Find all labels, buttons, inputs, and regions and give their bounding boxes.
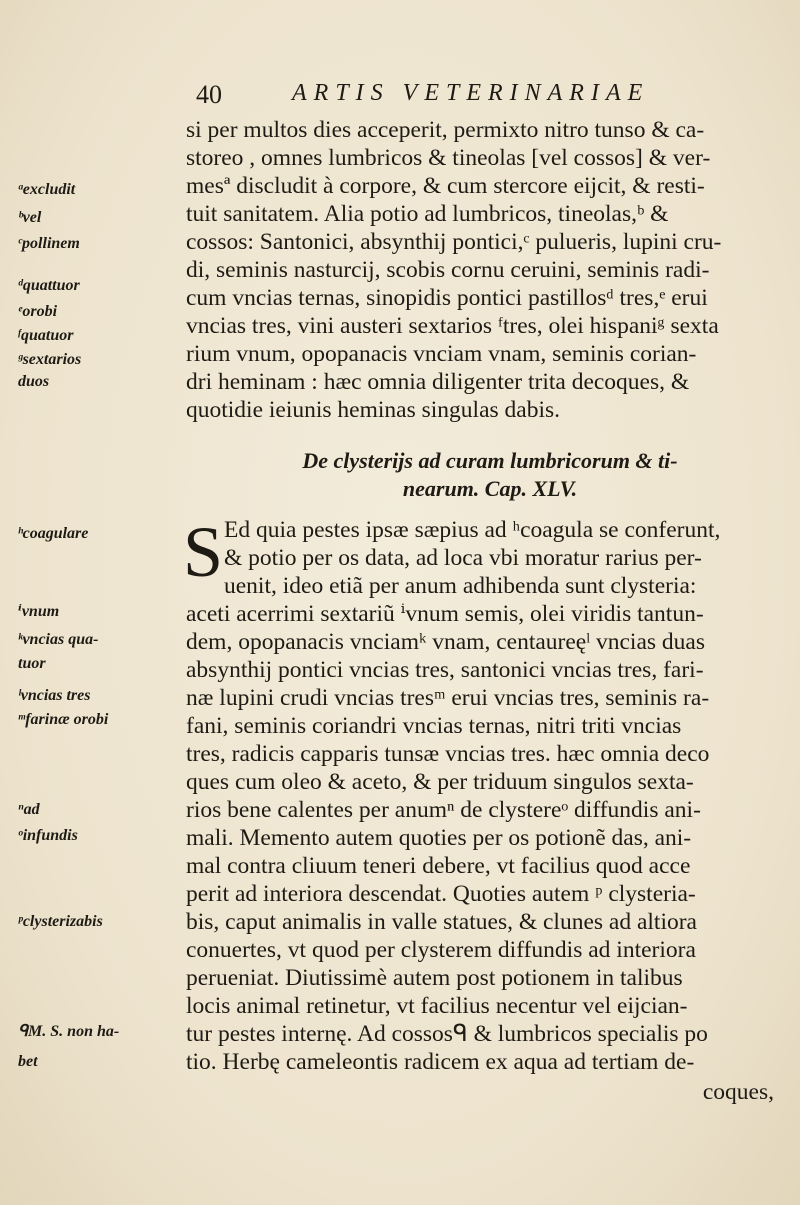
margin-note: bet bbox=[18, 1053, 38, 1070]
chapter-line: Ed quia pestes ipsæ sæpius ad ʰcoagula se conferunt, bbox=[224, 517, 721, 543]
chapter-heading-line-1: De clysterijs ad curam lumbricorum & ti- bbox=[302, 448, 678, 473]
chapter-line: tres, radicis capparis tunsæ vncias tres. hæc omnia deco bbox=[186, 741, 710, 767]
chapter-line: uenit, ideo etiã per anum adhibenda sunt clysteria: bbox=[224, 573, 697, 599]
body-line: mesª discludit à corpore, & cum stercore eijcit, & resti- bbox=[186, 173, 705, 199]
margin-note: ˡvncias tres bbox=[18, 687, 91, 704]
margin-note: ᵃexcludit bbox=[18, 181, 76, 198]
catchword: coques, bbox=[702, 1079, 774, 1105]
chapter-line: rios bene calentes per anumⁿ de clystereᵒ diffundis ani- bbox=[186, 797, 701, 823]
body-line: vncias tres, vini austeri sextarios ᶠtres, olei hispaniᵍ sexta bbox=[186, 313, 719, 339]
running-title: ARTIS VETERINARIAE bbox=[292, 80, 650, 106]
chapter-line: mali. Memento autem quoties per os potionẽ das, ani- bbox=[186, 825, 692, 851]
chapter-line: bis, caput animalis in valle statues, & clunes ad altiora bbox=[186, 909, 697, 935]
margin-note: ᵖclysterizabis bbox=[18, 913, 103, 930]
margin-note: ᑫM. S. non ha- bbox=[18, 1023, 120, 1040]
margin-note: ⁿad bbox=[18, 801, 40, 818]
drop-cap: S bbox=[183, 512, 224, 592]
chapter-line: locis animal retinetur, vt facilius necentur vel eijcian- bbox=[186, 993, 688, 1019]
margin-note: duos bbox=[18, 373, 50, 390]
chapter-line: dem, opopanacis vnciamᵏ vnam, centaureęˡ vncias duas bbox=[186, 629, 705, 655]
body-line: tuit sanitatem. Alia potio ad lumbricos, tineolas,ᵇ & bbox=[186, 201, 669, 227]
margin-note: ᵐfarinæ orobi bbox=[18, 711, 109, 728]
chapter-line: conuertes, vt quod per clysterem diffundis ad interiora bbox=[186, 937, 696, 963]
body-line: dri heminam : hæc omnia diligenter trita decoques, & bbox=[186, 369, 690, 395]
chapter-line: absynthij pontici vncias tres, santonici vncias tres, fari- bbox=[186, 657, 704, 683]
margin-note: ᵉorobi bbox=[18, 303, 58, 320]
margin-note: ᶜpollinem bbox=[18, 235, 80, 252]
margin-note: ᵈquattuor bbox=[18, 277, 80, 294]
chapter-line: mal contra cliuum teneri debere, vt facilius quod acce bbox=[186, 853, 691, 879]
chapter-line: aceti acerrimi sextariũ ⁱvnum semis, olei viridis tantun- bbox=[186, 601, 704, 627]
margin-note: ᵇvel bbox=[18, 209, 42, 226]
page-number: 40 bbox=[196, 80, 222, 109]
body-line: quotidie ieiunis heminas singulas dabis. bbox=[186, 397, 561, 423]
body-line: cum vncias ternas, sinopidis pontici pastillosᵈ tres,ᵉ erui bbox=[186, 285, 708, 311]
body-line: rium vnum, opopanacis vnciam vnam, seminis corian- bbox=[186, 341, 697, 367]
chapter-line: perueniat. Diutissimè autem post potionem in talibus bbox=[186, 965, 683, 991]
margin-note: ᶠquatuor bbox=[18, 327, 74, 344]
margin-note: ᵒinfundis bbox=[18, 827, 78, 844]
margin-note: tuor bbox=[18, 655, 46, 672]
chapter-line: tur pestes internę. Ad cossosᑫ & lumbricos specialis po bbox=[186, 1021, 708, 1047]
margin-note: ʰcoagulare bbox=[18, 525, 89, 542]
chapter-line: fani, seminis coriandri vncias ternas, nitri triti vncias bbox=[186, 713, 682, 739]
margin-note: ᵍsextarios bbox=[18, 351, 82, 368]
margin-note: ⁱvnum bbox=[18, 603, 60, 620]
margin-note: ᵏvncias qua- bbox=[18, 631, 99, 648]
body-line: storeo , omnes lumbricos & tineolas [vel cossos] & ver- bbox=[186, 145, 711, 171]
page-header bbox=[196, 80, 736, 116]
chapter-line: næ lupini crudi vncias tresᵐ erui vncias tres, seminis ra- bbox=[186, 685, 710, 711]
body-line: di, seminis nasturcij, scobis cornu ceruini, seminis radi- bbox=[186, 257, 710, 283]
body-line: cossos: Santonici, absynthij pontici,ᶜ pulueris, lupini cru- bbox=[186, 229, 722, 255]
chapter-line: & potio per os data, ad loca vbi moratur rarius per- bbox=[224, 545, 702, 571]
chapter-line: perit ad interiora descendat. Quoties autem ᵖ clysteria- bbox=[186, 881, 696, 907]
chapter-line: tio. Herbę cameleontis radicem ex aqua ad tertiam de- bbox=[186, 1049, 695, 1075]
chapter-heading-line-2: nearum. Cap. XLV. bbox=[402, 476, 578, 501]
chapter-line: ques cum oleo & aceto, & per triduum singulos sexta- bbox=[186, 769, 694, 795]
body-line: si per multos dies acceperit, permixto nitro tunso & ca- bbox=[186, 117, 705, 143]
